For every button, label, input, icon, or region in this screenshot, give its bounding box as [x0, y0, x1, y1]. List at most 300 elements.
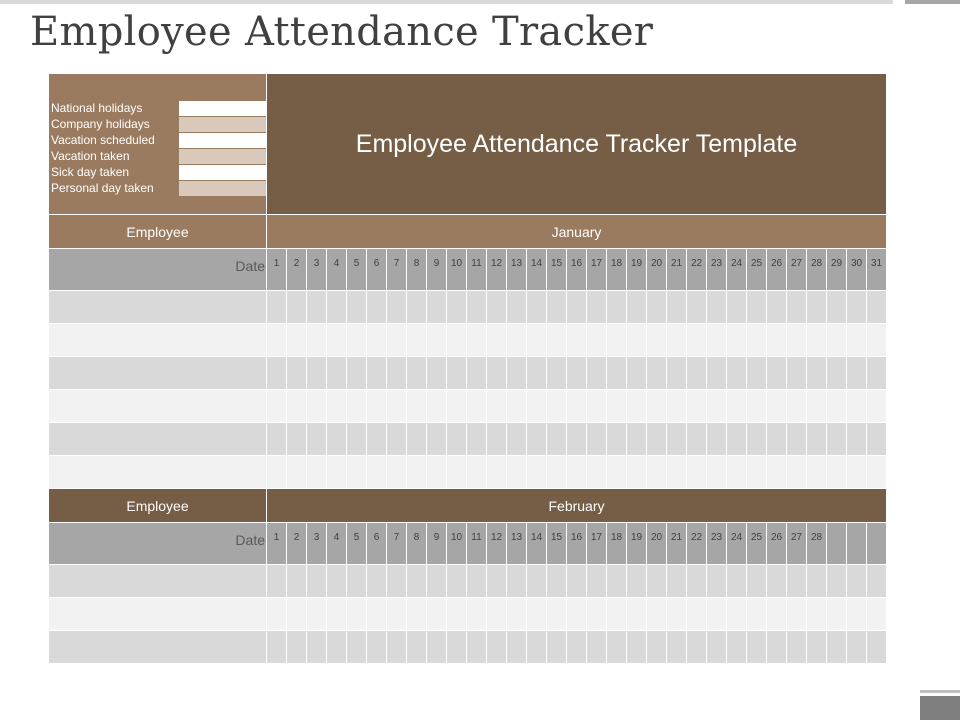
attendance-cell[interactable]	[687, 357, 707, 390]
attendance-cell[interactable]	[827, 423, 847, 456]
attendance-cell[interactable]	[867, 565, 887, 598]
attendance-cell[interactable]	[387, 631, 407, 664]
attendance-cell[interactable]	[787, 598, 807, 631]
attendance-cell[interactable]	[827, 598, 847, 631]
attendance-cell[interactable]	[367, 357, 387, 390]
attendance-cell[interactable]	[847, 291, 867, 324]
attendance-cell[interactable]	[487, 423, 507, 456]
attendance-cell[interactable]	[847, 565, 867, 598]
attendance-cell[interactable]	[427, 565, 447, 598]
attendance-cell[interactable]	[627, 390, 647, 423]
attendance-cell[interactable]	[727, 357, 747, 390]
attendance-cell[interactable]	[687, 598, 707, 631]
attendance-cell[interactable]	[767, 291, 787, 324]
attendance-cell[interactable]	[527, 423, 547, 456]
day-number: 15	[547, 523, 567, 565]
attendance-cell[interactable]	[687, 565, 707, 598]
attendance-cell[interactable]	[507, 324, 527, 357]
attendance-cell[interactable]	[547, 357, 567, 390]
attendance-cell[interactable]	[467, 357, 487, 390]
attendance-cell[interactable]	[747, 598, 767, 631]
attendance-cell[interactable]	[747, 565, 767, 598]
attendance-cell[interactable]	[287, 324, 307, 357]
attendance-cell[interactable]	[647, 390, 667, 423]
attendance-cell[interactable]	[807, 423, 827, 456]
attendance-cell[interactable]	[547, 565, 567, 598]
attendance-cell[interactable]	[267, 324, 287, 357]
attendance-cell[interactable]	[347, 390, 367, 423]
attendance-cell[interactable]	[667, 291, 687, 324]
employee-name-cell[interactable]	[49, 456, 267, 489]
legend-swatch[interactable]	[179, 181, 266, 196]
attendance-cell[interactable]	[527, 456, 547, 489]
legend-swatch[interactable]	[179, 149, 266, 164]
attendance-cell[interactable]	[587, 390, 607, 423]
attendance-cell[interactable]	[307, 324, 327, 357]
attendance-cell[interactable]	[367, 291, 387, 324]
attendance-cell[interactable]	[747, 324, 767, 357]
attendance-cell[interactable]	[527, 598, 547, 631]
attendance-cell[interactable]	[607, 357, 627, 390]
attendance-cell[interactable]	[367, 598, 387, 631]
attendance-cell[interactable]	[267, 598, 287, 631]
attendance-cell[interactable]	[387, 456, 407, 489]
attendance-cell[interactable]	[567, 631, 587, 664]
employee-name-cell[interactable]	[49, 324, 267, 357]
attendance-cell[interactable]	[607, 390, 627, 423]
attendance-cell[interactable]	[707, 423, 727, 456]
attendance-cell[interactable]	[307, 598, 327, 631]
attendance-cell[interactable]	[547, 598, 567, 631]
attendance-cell[interactable]	[287, 291, 307, 324]
employee-name-cell[interactable]	[49, 423, 267, 456]
attendance-cell[interactable]	[767, 456, 787, 489]
attendance-cell[interactable]	[447, 390, 467, 423]
attendance-cell[interactable]	[587, 357, 607, 390]
attendance-cell[interactable]	[467, 390, 487, 423]
attendance-cell[interactable]	[807, 390, 827, 423]
attendance-cell[interactable]	[607, 456, 627, 489]
attendance-cell[interactable]	[847, 324, 867, 357]
attendance-cell[interactable]	[407, 291, 427, 324]
day-number: 22	[687, 249, 707, 291]
attendance-cell[interactable]	[627, 631, 647, 664]
attendance-cell[interactable]	[367, 324, 387, 357]
attendance-cell[interactable]	[647, 357, 667, 390]
attendance-cell[interactable]	[767, 565, 787, 598]
employee-name-cell[interactable]	[49, 357, 267, 390]
attendance-cell[interactable]	[567, 291, 587, 324]
attendance-cell[interactable]	[667, 631, 687, 664]
attendance-cell[interactable]	[507, 357, 527, 390]
attendance-cell[interactable]	[747, 423, 767, 456]
attendance-cell[interactable]	[687, 631, 707, 664]
attendance-cell[interactable]	[647, 456, 667, 489]
attendance-cell[interactable]	[827, 565, 847, 598]
attendance-cell[interactable]	[787, 565, 807, 598]
attendance-cell[interactable]	[467, 456, 487, 489]
attendance-cell[interactable]	[487, 565, 507, 598]
attendance-cell[interactable]	[447, 423, 467, 456]
attendance-cell[interactable]	[287, 456, 307, 489]
attendance-cell[interactable]	[567, 598, 587, 631]
day-number: 2	[287, 523, 307, 565]
attendance-cell[interactable]	[627, 423, 647, 456]
attendance-cell[interactable]	[387, 598, 407, 631]
attendance-cell[interactable]	[667, 598, 687, 631]
attendance-cell[interactable]	[567, 456, 587, 489]
attendance-cell[interactable]	[287, 357, 307, 390]
attendance-cell[interactable]	[407, 423, 427, 456]
attendance-cell[interactable]	[347, 324, 367, 357]
attendance-cell[interactable]	[427, 631, 447, 664]
day-number: 16	[567, 523, 587, 565]
attendance-cell[interactable]	[547, 631, 567, 664]
attendance-cell[interactable]	[787, 631, 807, 664]
attendance-cell[interactable]	[327, 324, 347, 357]
attendance-cell[interactable]	[647, 423, 667, 456]
attendance-cell[interactable]	[807, 598, 827, 631]
attendance-cell[interactable]	[867, 631, 887, 664]
attendance-cell[interactable]	[727, 565, 747, 598]
attendance-cell[interactable]	[347, 631, 367, 664]
attendance-cell[interactable]	[827, 390, 847, 423]
attendance-cell[interactable]	[687, 456, 707, 489]
attendance-cell[interactable]	[687, 390, 707, 423]
legend-swatch[interactable]	[179, 133, 266, 148]
attendance-cell[interactable]	[427, 423, 447, 456]
attendance-cell[interactable]	[747, 631, 767, 664]
attendance-cell[interactable]	[507, 291, 527, 324]
attendance-cell[interactable]	[567, 357, 587, 390]
attendance-cell[interactable]	[427, 456, 447, 489]
attendance-cell[interactable]	[607, 291, 627, 324]
attendance-cell[interactable]	[847, 456, 867, 489]
attendance-cell[interactable]	[307, 291, 327, 324]
attendance-cell[interactable]	[287, 598, 307, 631]
attendance-cell[interactable]	[287, 565, 307, 598]
attendance-cell[interactable]	[487, 631, 507, 664]
attendance-cell[interactable]	[427, 291, 447, 324]
attendance-cell[interactable]	[567, 390, 587, 423]
attendance-cell[interactable]	[727, 423, 747, 456]
attendance-cell[interactable]	[747, 456, 767, 489]
attendance-cell[interactable]	[327, 423, 347, 456]
attendance-cell[interactable]	[707, 565, 727, 598]
attendance-cell[interactable]	[727, 324, 747, 357]
attendance-cell[interactable]	[307, 357, 327, 390]
legend-swatch[interactable]	[179, 101, 266, 116]
attendance-cell[interactable]	[307, 456, 327, 489]
attendance-cell[interactable]	[867, 598, 887, 631]
attendance-cell[interactable]	[267, 456, 287, 489]
attendance-cell[interactable]	[527, 357, 547, 390]
attendance-cell[interactable]	[387, 357, 407, 390]
attendance-cell[interactable]	[487, 324, 507, 357]
employee-name-cell[interactable]	[49, 565, 267, 598]
attendance-cell[interactable]	[347, 565, 367, 598]
attendance-cell[interactable]	[587, 631, 607, 664]
attendance-cell[interactable]	[707, 291, 727, 324]
attendance-cell[interactable]	[527, 390, 547, 423]
attendance-cell[interactable]	[607, 598, 627, 631]
attendance-cell[interactable]	[867, 291, 887, 324]
attendance-cell[interactable]	[307, 423, 327, 456]
attendance-cell[interactable]	[347, 357, 367, 390]
attendance-cell[interactable]	[427, 598, 447, 631]
attendance-cell[interactable]	[327, 631, 347, 664]
attendance-cell[interactable]	[767, 598, 787, 631]
attendance-cell[interactable]	[587, 291, 607, 324]
attendance-cell[interactable]	[707, 324, 727, 357]
attendance-cell[interactable]	[447, 357, 467, 390]
attendance-cell[interactable]	[667, 324, 687, 357]
attendance-cell[interactable]	[727, 456, 747, 489]
attendance-cell[interactable]	[467, 565, 487, 598]
attendance-cell[interactable]	[527, 324, 547, 357]
attendance-cell[interactable]	[827, 291, 847, 324]
attendance-cell[interactable]	[607, 631, 627, 664]
attendance-cell[interactable]	[407, 565, 427, 598]
attendance-cell[interactable]	[767, 423, 787, 456]
attendance-cell[interactable]	[587, 456, 607, 489]
attendance-cell[interactable]	[667, 565, 687, 598]
attendance-cell[interactable]	[867, 324, 887, 357]
attendance-cell[interactable]	[387, 324, 407, 357]
attendance-cell[interactable]	[467, 324, 487, 357]
attendance-cell[interactable]	[367, 565, 387, 598]
attendance-cell[interactable]	[447, 565, 467, 598]
attendance-cell[interactable]	[587, 324, 607, 357]
attendance-cell[interactable]	[547, 291, 567, 324]
day-number: 24	[727, 249, 747, 291]
attendance-cell[interactable]	[847, 598, 867, 631]
attendance-cell[interactable]	[767, 324, 787, 357]
legend-swatch[interactable]	[179, 165, 266, 180]
attendance-cell[interactable]	[747, 357, 767, 390]
attendance-cell[interactable]	[507, 423, 527, 456]
employee-name-cell[interactable]	[49, 291, 267, 324]
attendance-cell[interactable]	[707, 456, 727, 489]
attendance-cell[interactable]	[767, 631, 787, 664]
attendance-cell[interactable]	[727, 291, 747, 324]
attendance-cell[interactable]	[727, 598, 747, 631]
attendance-cell[interactable]	[267, 390, 287, 423]
attendance-cell[interactable]	[707, 390, 727, 423]
attendance-cell[interactable]	[387, 565, 407, 598]
attendance-cell[interactable]	[327, 357, 347, 390]
attendance-cell[interactable]	[547, 390, 567, 423]
attendance-cell[interactable]	[787, 357, 807, 390]
attendance-cell[interactable]	[407, 357, 427, 390]
attendance-cell[interactable]	[847, 423, 867, 456]
attendance-cell[interactable]	[527, 631, 547, 664]
attendance-cell[interactable]	[627, 456, 647, 489]
attendance-cell[interactable]	[747, 291, 767, 324]
attendance-cell[interactable]	[627, 598, 647, 631]
attendance-cell[interactable]	[607, 324, 627, 357]
attendance-cell[interactable]	[627, 357, 647, 390]
attendance-cell[interactable]	[787, 291, 807, 324]
attendance-cell[interactable]	[267, 565, 287, 598]
attendance-cell[interactable]	[467, 598, 487, 631]
legend-swatch[interactable]	[179, 117, 266, 132]
attendance-cell[interactable]	[747, 390, 767, 423]
attendance-cell[interactable]	[547, 324, 567, 357]
attendance-cell[interactable]	[807, 291, 827, 324]
employee-name-cell[interactable]	[49, 598, 267, 631]
attendance-cell[interactable]	[307, 631, 327, 664]
attendance-cell[interactable]	[687, 423, 707, 456]
attendance-cell[interactable]	[587, 598, 607, 631]
attendance-cell[interactable]	[547, 456, 567, 489]
attendance-cell[interactable]	[267, 423, 287, 456]
attendance-cell[interactable]	[447, 291, 467, 324]
attendance-cell[interactable]	[667, 357, 687, 390]
attendance-cell[interactable]	[467, 631, 487, 664]
attendance-cell[interactable]	[567, 324, 587, 357]
attendance-cell[interactable]	[367, 423, 387, 456]
attendance-cell[interactable]	[847, 631, 867, 664]
attendance-cell[interactable]	[267, 291, 287, 324]
attendance-cell[interactable]	[407, 631, 427, 664]
attendance-cell[interactable]	[707, 598, 727, 631]
attendance-cell[interactable]	[407, 456, 427, 489]
attendance-cell[interactable]	[527, 565, 547, 598]
attendance-cell[interactable]	[447, 456, 467, 489]
attendance-cell[interactable]	[447, 631, 467, 664]
attendance-cell[interactable]	[787, 423, 807, 456]
attendance-cell[interactable]	[447, 598, 467, 631]
attendance-cell[interactable]	[387, 390, 407, 423]
attendance-cell[interactable]	[347, 456, 367, 489]
attendance-cell[interactable]	[367, 456, 387, 489]
attendance-cell[interactable]	[287, 631, 307, 664]
attendance-cell[interactable]	[647, 631, 667, 664]
attendance-cell[interactable]	[827, 456, 847, 489]
attendance-cell[interactable]	[667, 423, 687, 456]
attendance-cell[interactable]	[507, 631, 527, 664]
attendance-cell[interactable]	[647, 291, 667, 324]
attendance-cell[interactable]	[347, 598, 367, 631]
attendance-cell[interactable]	[427, 324, 447, 357]
attendance-cell[interactable]	[807, 565, 827, 598]
attendance-cell[interactable]	[807, 324, 827, 357]
attendance-cell[interactable]	[627, 565, 647, 598]
attendance-cell[interactable]	[487, 291, 507, 324]
employee-name-cell[interactable]	[49, 631, 267, 664]
attendance-cell[interactable]	[827, 631, 847, 664]
attendance-cell[interactable]	[267, 357, 287, 390]
attendance-cell[interactable]	[287, 390, 307, 423]
attendance-cell[interactable]	[327, 291, 347, 324]
attendance-cell[interactable]	[507, 456, 527, 489]
attendance-cell[interactable]	[827, 324, 847, 357]
attendance-cell[interactable]	[727, 390, 747, 423]
attendance-cell[interactable]	[687, 291, 707, 324]
attendance-cell[interactable]	[847, 357, 867, 390]
attendance-cell[interactable]	[307, 565, 327, 598]
attendance-cell[interactable]	[347, 291, 367, 324]
attendance-cell[interactable]	[447, 324, 467, 357]
attendance-cell[interactable]	[767, 390, 787, 423]
attendance-cell[interactable]	[587, 423, 607, 456]
attendance-cell[interactable]	[867, 357, 887, 390]
attendance-cell[interactable]	[807, 357, 827, 390]
attendance-cell[interactable]	[467, 423, 487, 456]
attendance-cell[interactable]	[807, 631, 827, 664]
attendance-cell[interactable]	[507, 598, 527, 631]
attendance-cell[interactable]	[367, 390, 387, 423]
attendance-cell[interactable]	[567, 423, 587, 456]
attendance-cell[interactable]	[327, 598, 347, 631]
attendance-cell[interactable]	[607, 423, 627, 456]
attendance-cell[interactable]	[807, 456, 827, 489]
attendance-cell[interactable]	[547, 423, 567, 456]
attendance-cell[interactable]	[347, 423, 367, 456]
attendance-cell[interactable]	[487, 357, 507, 390]
attendance-cell[interactable]	[707, 631, 727, 664]
attendance-cell[interactable]	[607, 565, 627, 598]
attendance-cell[interactable]	[407, 598, 427, 631]
attendance-cell[interactable]	[647, 565, 667, 598]
attendance-cell[interactable]	[407, 324, 427, 357]
attendance-cell[interactable]	[467, 291, 487, 324]
attendance-cell[interactable]	[327, 565, 347, 598]
attendance-cell[interactable]	[647, 598, 667, 631]
attendance-cell[interactable]	[487, 456, 507, 489]
attendance-cell[interactable]	[867, 390, 887, 423]
attendance-cell[interactable]	[627, 324, 647, 357]
attendance-cell[interactable]	[867, 456, 887, 489]
attendance-cell[interactable]	[647, 324, 667, 357]
attendance-cell[interactable]	[687, 324, 707, 357]
attendance-cell[interactable]	[387, 423, 407, 456]
attendance-cell[interactable]	[327, 456, 347, 489]
attendance-cell[interactable]	[267, 631, 287, 664]
attendance-cell[interactable]	[507, 565, 527, 598]
attendance-cell[interactable]	[667, 456, 687, 489]
attendance-cell[interactable]	[787, 324, 807, 357]
attendance-cell[interactable]	[327, 390, 347, 423]
attendance-cell[interactable]	[787, 390, 807, 423]
attendance-cell[interactable]	[387, 291, 407, 324]
attendance-cell[interactable]	[867, 423, 887, 456]
attendance-cell[interactable]	[767, 357, 787, 390]
attendance-cell[interactable]	[847, 390, 867, 423]
attendance-cell[interactable]	[827, 357, 847, 390]
attendance-cell[interactable]	[587, 565, 607, 598]
attendance-cell[interactable]	[307, 390, 327, 423]
attendance-cell[interactable]	[727, 631, 747, 664]
day-number: 29	[827, 249, 847, 291]
attendance-cell[interactable]	[487, 598, 507, 631]
attendance-cell[interactable]	[667, 390, 687, 423]
attendance-cell[interactable]	[427, 357, 447, 390]
attendance-cell[interactable]	[707, 357, 727, 390]
attendance-cell[interactable]	[527, 291, 547, 324]
attendance-cell[interactable]	[787, 456, 807, 489]
attendance-cell[interactable]	[487, 390, 507, 423]
attendance-cell[interactable]	[407, 390, 427, 423]
employee-name-cell[interactable]	[49, 390, 267, 423]
attendance-cell[interactable]	[287, 423, 307, 456]
attendance-cell[interactable]	[427, 390, 447, 423]
attendance-cell[interactable]	[507, 390, 527, 423]
attendance-cell[interactable]	[567, 565, 587, 598]
attendance-cell[interactable]	[367, 631, 387, 664]
attendance-cell[interactable]	[627, 291, 647, 324]
